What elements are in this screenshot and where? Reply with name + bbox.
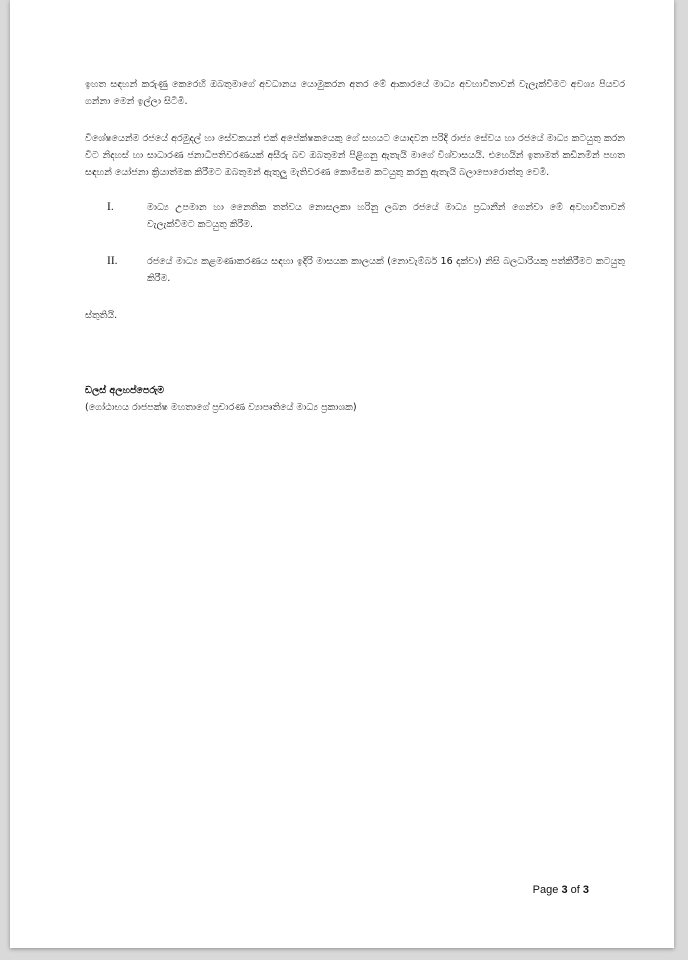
signatory-name: ඩලස් අලහප්පෙරුම — [85, 385, 165, 396]
letter-body — [85, 76, 625, 416]
list-item-text: රජයේ මාධ්‍ය කළමණාකරණය සඳහා ඉදිරි මාසයක කාලයක් (නොවැම්බර් 16 දක්වා) නිසි බලධාරියකු පත්කිරීමට කටයුතු කිරීම. — [147, 256, 625, 284]
page-label: Page — [532, 884, 559, 896]
list-item-number: II. — [107, 255, 118, 267]
list-item — [85, 199, 625, 233]
page-current: 3 — [561, 884, 568, 896]
signatory-title: (ගෝඨාභය රාජපක්ෂ මහතාගේ ප්‍රචාරණ ව්‍යාපෘතියේ මාධ්‍ය ප්‍රකාශක) — [85, 402, 357, 413]
signature-block — [85, 382, 625, 416]
list-item-text: මාධ්‍ය උපමාන හා නෛතික තත්වය නොසලකා හරිනු ලබන රජයේ මාධ්‍ය ප්‍රධානීන් ගෙන්වා මේ අවහාවිතාවන් වැලැක්වීමට කටයුතු කිරීම. — [147, 202, 625, 230]
list-item — [85, 253, 625, 287]
paragraph-concern: විශේෂයෙන්ම රජයේ අරමුදල් හා සේවකයන් එක් අපේක්ෂකයෙකු ගේ සහයට යොදවන පරිදි රාජ්‍ය සේවය හා රජයේ මාධ්‍ය කටයුතු කරන විට නිදහස් හා සාධාරණ ජනාධිපතිවරණයක් අසීරු බව ඔබතුමන් පිළිගනු ඇතැයි මාගේ විශ්වාසයයි. එහෙයින් ඉතාමත් කඩිනමින් පහත සඳහන් යෝජනා ක්‍රියාත්මක කිරීමට ඔබතුමන් ඇතුලු මැතිවරණ කොමිසම කටයුතු කරනු ඇතැයි බලාපොරොත්තු වෙමි. — [85, 133, 625, 178]
page-number — [533, 884, 589, 896]
page-total: 3 — [582, 884, 589, 896]
page-of: of — [570, 884, 580, 896]
document-page — [10, 0, 674, 948]
closing-text: ස්තුතියි. — [85, 310, 118, 321]
proposal-list — [85, 199, 625, 287]
list-item-number: I. — [107, 201, 114, 213]
paragraph-request: ඉහත සඳහන් කරුණු කෙරෙහි ඔබතුමාගේ අවධානය යොමුකරන අතර මේ ආකාරයේ මාධ්‍ය අවහාවිතාවන් වැලැක්වීමට අවශ්‍ය පියවර ගන්නා මෙන් ඉල්ලා සිටිමි. — [85, 79, 625, 107]
